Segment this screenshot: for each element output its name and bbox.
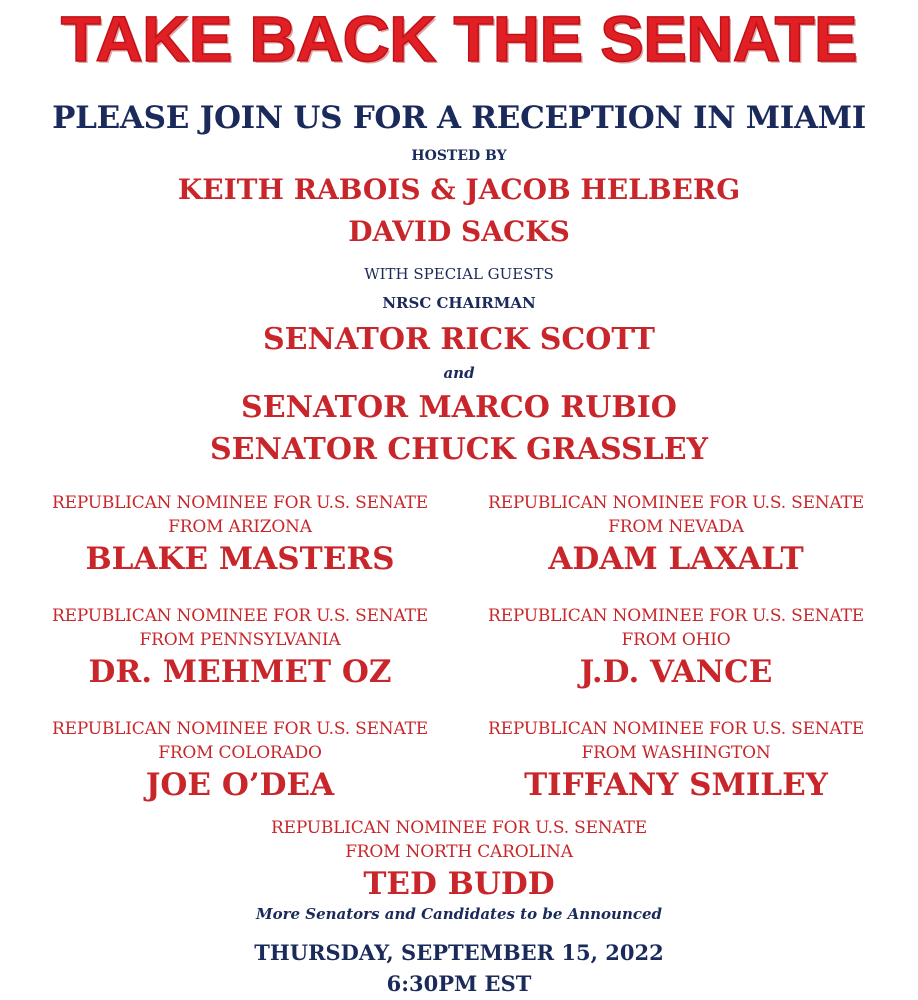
event-time: 6:30PM EST bbox=[386, 971, 532, 996]
senator-rick-scott: SENATOR RICK SCOTT bbox=[262, 322, 656, 357]
invitation-heading: PLEASE JOIN US FOR A RECEPTION IN MIAMI bbox=[52, 100, 866, 136]
special-guests-label: WITH SPECIAL GUESTS bbox=[364, 265, 554, 283]
event-date: THURSDAY, SEPTEMBER 15, 2022 bbox=[254, 940, 664, 965]
nominee-state: FROM WASHINGTON bbox=[581, 743, 771, 763]
nominee-state: FROM NEVADA bbox=[608, 517, 744, 537]
nominee-label: REPUBLICAN NOMINEE FOR U.S. SENATE bbox=[271, 818, 647, 838]
nominee-name: J.D. VANCE bbox=[579, 654, 773, 690]
host-line-2: DAVID SACKS bbox=[348, 215, 570, 248]
nominee-label: REPUBLICAN NOMINEE FOR U.S. SENATE bbox=[52, 606, 428, 626]
nominee-label: REPUBLICAN NOMINEE FOR U.S. SENATE bbox=[488, 719, 864, 739]
host-line-1: KEITH RABOIS & JACOB HELBERG bbox=[177, 173, 741, 206]
chairman-label: NRSC CHAIRMAN bbox=[382, 294, 536, 312]
nominee-name: ADAM LAXALT bbox=[548, 541, 804, 577]
nominee-ohio bbox=[456, 604, 896, 692]
nominee-state: FROM PENNSYLVANIA bbox=[139, 630, 341, 650]
banner-title: TAKE BACK THE SENATE bbox=[60, 3, 858, 75]
nominee-label: REPUBLICAN NOMINEE FOR U.S. SENATE bbox=[52, 719, 428, 739]
more-announced-note: More Senators and Candidates to be Announced bbox=[255, 905, 663, 923]
nominee-washington bbox=[456, 717, 896, 805]
nominee-name: BLAKE MASTERS bbox=[85, 541, 395, 577]
nominee-pennsylvania bbox=[20, 604, 460, 692]
nominee-nevada bbox=[456, 491, 896, 579]
nominee-label: REPUBLICAN NOMINEE FOR U.S. SENATE bbox=[52, 493, 428, 513]
nominee-state: FROM COLORADO bbox=[158, 743, 322, 763]
and-connector: and bbox=[443, 364, 475, 382]
nominee-label: REPUBLICAN NOMINEE FOR U.S. SENATE bbox=[488, 493, 864, 513]
nominee-arizona bbox=[20, 491, 460, 579]
senator-chuck-grassley: SENATOR CHUCK GRASSLEY bbox=[209, 432, 709, 467]
nominee-name: JOE O’DEA bbox=[145, 767, 335, 803]
senator-marco-rubio: SENATOR MARCO RUBIO bbox=[241, 390, 677, 425]
nominee-state: FROM OHIO bbox=[621, 630, 731, 650]
nominee-state: FROM ARIZONA bbox=[168, 517, 312, 537]
nominee-north-carolina bbox=[229, 816, 689, 904]
nominee-label: REPUBLICAN NOMINEE FOR U.S. SENATE bbox=[488, 606, 864, 626]
nominee-name: TED BUDD bbox=[363, 866, 555, 902]
nominee-name: DR. MEHMET OZ bbox=[88, 654, 392, 690]
nominee-name: TIFFANY SMILEY bbox=[524, 767, 828, 803]
nominee-state: FROM NORTH CAROLINA bbox=[345, 842, 573, 862]
hosted-by-label: HOSTED BY bbox=[411, 148, 507, 164]
nominee-colorado bbox=[20, 717, 460, 805]
